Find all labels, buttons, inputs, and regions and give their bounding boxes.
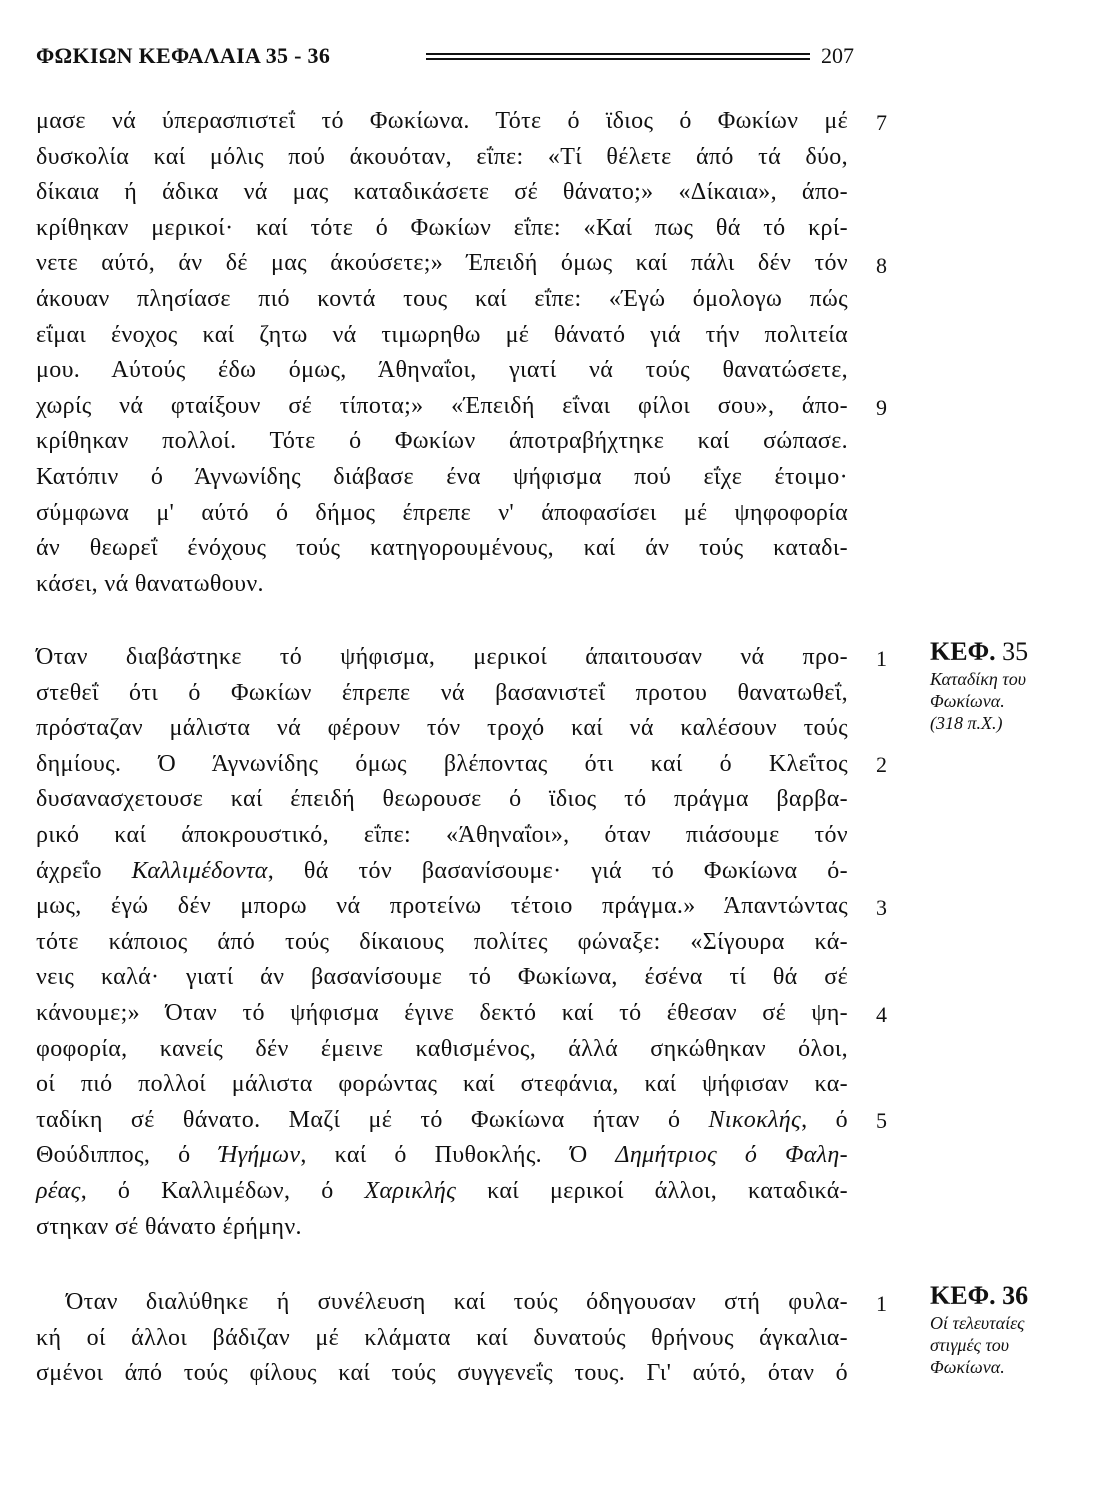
text-line — [36, 1138, 848, 1174]
name-hegemon: Ήγήμων — [218, 1142, 301, 1169]
text-run: , ό Καλλιμέδων, ό — [80, 1177, 365, 1204]
chapter-summary: Φωκίωνα. — [930, 1357, 1005, 1377]
section-number: 4 — [876, 1002, 887, 1027]
text-run: , θά τόν βασανίσουμε· γιά τό Φωκίωνα ό- — [267, 857, 848, 884]
text-line: φοφορία, κανείς δέν έμεινε καθισμένος, άλλά σηκώθηκαν όλοι, — [36, 1035, 848, 1062]
text-line: κρίθηκαν πολλοί. Τότε ό Φωκίων άποτραβήχτηκε καί σώπασε. — [36, 428, 848, 455]
text-line: δυσκολία καί μόλις πού άκουόταν, εΐπε: «Τί θέλετε άπό τά δύο, — [36, 143, 848, 170]
text-line: δίκαια ή άδικα νά μας καταδικάσετε σέ θάνατο;» «Δίκαια», άπο- — [36, 179, 848, 206]
name-nikokles: Νικοκλής — [708, 1106, 802, 1133]
text-line: τότε κάποιος άπό τούς δίκαιους πολίτες φώναξε: «Σίγουρα κά- — [36, 928, 848, 955]
text-run: Θούδιππος, ό — [36, 1142, 219, 1169]
text-line: μου. Αύτούς έδω όμως, Άθηναΐοι, γιατί νά τούς θανατώσετε, — [36, 357, 848, 384]
text-line: κρίθηκαν μερικοί· καί τότε ό Φωκίων εΐπε: «Καί πως θά τό κρί- — [36, 214, 848, 241]
text-line: εΐμαι ένοχος καί ζητω νά τιμωρηθω μέ θάνατό γιά τήν πολιτεία — [36, 321, 848, 348]
section-number: 7 — [876, 110, 887, 135]
text-run: ταδίκη σέ θάνατο. Μαζί μέ τό Φωκίωνα ήταν ό — [36, 1106, 709, 1133]
text-line: Όταν διαβάστηκε τό ψήφισμα, μερικοί άπαιτουσαν νά προ- — [36, 644, 848, 670]
text-line: χωρίς νά φταίξουν σέ τίποτα;» «Έπειδή εΐναι φίλοι σου», άπο- — [36, 392, 848, 419]
text-line: άν θεωρεΐ ένόχους τούς κατηγορουμένους, καί άν τούς καταδι- — [36, 535, 848, 562]
chapter-heading — [930, 1280, 1080, 1312]
name-charikles: Χαρικλής — [364, 1177, 457, 1204]
chapter-number: 36 — [1002, 1281, 1029, 1310]
text-line: κή οί άλλοι βάδιζαν μέ κλάματα καί δυνατούς θρήνους άγκαλια- — [36, 1324, 848, 1351]
section-number: 3 — [876, 895, 887, 920]
text-line: σύμφωνα μ' αύτό ό δήμος έπρεπε ν' άποφασίσει μέ ψηφοφορία — [36, 499, 848, 526]
text-line: μως, έγώ δέν μπορω νά προτείνω τέτοιο πράγμα.» Άπαντώντας — [36, 893, 848, 920]
text-line: Όταν διαλύθηκε ή συνέλευση καί τούς όδηγουσαν στή φυλα- — [66, 1289, 848, 1315]
chapter-date: (318 π.Χ.) — [930, 713, 1003, 733]
margin-note-chapter-36 — [930, 1280, 1080, 1378]
text-line: στεθεΐ ότι ό Φωκίων έπρεπε νά βασανιστεΐ προτου θανατωθεΐ, — [36, 679, 848, 706]
paragraph-2 — [36, 640, 848, 1245]
text-line: δημίους. Ό Άγνωνίδης όμως βλέποντας ότι καί ό Κλεΐτος — [36, 750, 848, 777]
text-line: κάνουμε;» Όταν τό ψήφισμα έγινε δεκτό καί τό έθεσαν σέ ψη- — [36, 999, 848, 1026]
section-number: 8 — [876, 253, 887, 278]
section-number: 1 — [876, 1291, 887, 1316]
text-line: σμένοι άπό τούς φίλους καί τούς συγγενεΐς τους. Γι' αύτό, όταν ό — [36, 1360, 848, 1387]
section-number: 1 — [876, 646, 887, 671]
text-run: άχρεΐο — [36, 857, 132, 884]
chapter-number: 35 — [1002, 637, 1029, 666]
text-line: Κατόπιν ό Άγνωνίδης διάβασε ένα ψήφισμα πού εΐχε έτοιμο· — [36, 463, 848, 490]
text-line: άκουαν πλησίασε πιό κοντά τους καί εΐπε: «Έγώ όμολογω πώς — [36, 285, 848, 312]
text-line: μασε νά ύπερασπιστεΐ τό Φωκίωνα. Τότε ό ϊδιος ό Φωκίων μέ — [36, 108, 848, 134]
page-number: 207 — [815, 42, 854, 70]
section-number: 9 — [876, 395, 887, 420]
text-run: , ό — [801, 1106, 848, 1133]
chapter-summary: Οί τελευταίες — [930, 1313, 1025, 1333]
text-line: νεις καλά· γιατί άν βασανίσουμε τό Φωκίωνα, έσένα τί θά σέ — [36, 964, 848, 991]
text-line: νετε αύτό, άν δέ μας άκούσετε;» Έπειδή όμως καί πάλι δέν τόν — [36, 250, 848, 277]
text-line: κάσει, νά θανατωθουν. — [36, 570, 264, 597]
text-line — [36, 854, 848, 890]
name-kallimedon: Καλλιμέδοντα — [131, 857, 268, 884]
chapter-label: ΚΕΦ. — [930, 637, 996, 666]
chapter-summary: Φωκίωνα. — [930, 691, 1005, 711]
text-line — [36, 1103, 848, 1139]
section-number: 5 — [876, 1108, 887, 1133]
margin-note-chapter-35 — [930, 636, 1080, 734]
chapter-label: ΚΕΦ. — [930, 1281, 996, 1310]
chapter-summary: Καταδίκη του — [930, 669, 1026, 689]
text-line: ρικό καί άποκρουστικό, εΐπε: «Άθηναΐοι», όταν πιάσουμε τόν — [36, 821, 848, 848]
text-line — [36, 1174, 848, 1210]
section-number: 2 — [876, 752, 887, 777]
header-double-rule — [426, 53, 810, 60]
name-phalereus: ρέας — [36, 1177, 81, 1204]
text-run: , καί ό Πυθοκλής. Ό — [300, 1142, 616, 1169]
paragraph-1 — [36, 104, 848, 602]
chapter-summary: στιγμές του — [930, 1335, 1010, 1355]
chapter-heading — [930, 636, 1080, 668]
text-run: καί μερικοί άλλοι, καταδικά- — [456, 1177, 848, 1204]
running-header — [36, 42, 854, 72]
paragraph-3 — [36, 1285, 848, 1392]
text-line: στηκαν σέ θάνατο έρήμην. — [36, 1213, 302, 1240]
running-title: ΦΩΚΙΩΝ ΚΕΦΑΛΑΙΑ 35 - 36 — [36, 42, 338, 70]
text-line: οί πιό πολλοί μάλιστα φορώντας καί στεφάνια, καί ψήφισαν κα- — [36, 1071, 848, 1098]
name-demetrios: Δημήτριος ό Φαλη- — [615, 1142, 848, 1169]
text-line: πρόσταζαν μάλιστα νά φέρουν τόν τροχό καί νά καλέσουν τούς — [36, 715, 848, 742]
text-line: δυσανασχετουσε καί έπειδή θεωρουσε ό ϊδιος τό πράγμα βαρβα- — [36, 786, 848, 813]
